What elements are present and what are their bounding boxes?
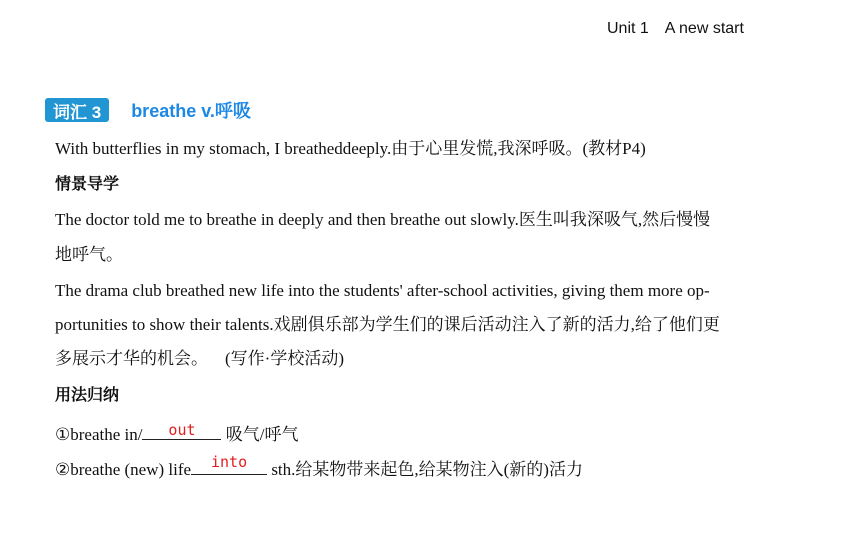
usage-item-1	[55, 421, 298, 446]
vocab-heading	[45, 97, 251, 123]
usage-item-2-answer: into	[211, 453, 248, 471]
usage-item-2-prefix: ②breathe (new) life	[55, 460, 192, 479]
usage-item-1-blank	[142, 421, 221, 440]
usage-heading: 用法归纳	[55, 387, 120, 404]
usage-item-1-suffix: 吸气/呼气	[221, 425, 299, 444]
unit-number: Unit 1	[607, 20, 649, 37]
usage-item-1-prefix: ①breathe in/	[55, 425, 143, 444]
doctor-sentence-line-2: 地呼气。	[55, 245, 123, 264]
unit-title: A new start	[664, 20, 744, 37]
drama-sentence-line-1: The drama club breathed new life into the students' after-school activities, giving them more op-	[55, 281, 710, 300]
usage-item-1-answer: out	[168, 421, 196, 439]
vocab-badge: 词汇 3	[45, 98, 109, 122]
drama-sentence-line-3: 多展示才华的机会。 (写作·学校活动)	[55, 349, 344, 368]
usage-item-2	[55, 453, 583, 481]
drama-sentence-line-2: portunities to show their talents.戏剧俱乐部为学生们的课后活动注入了新的活力,给了他们更	[55, 315, 720, 334]
scene-heading: 情景导学	[55, 176, 120, 193]
usage-item-2-blank	[191, 453, 267, 475]
example-sentence: With butterflies in my stomach, I breatheddeeply.由于心里发慌,我深呼吸。(教材P4)	[55, 139, 646, 158]
vocab-headword: breathe v.呼吸	[131, 101, 251, 121]
unit-header	[607, 20, 744, 38]
usage-item-2-suffix: sth.给某物带来起色,给某物注入(新的)活力	[267, 460, 583, 479]
doctor-sentence-line-1: The doctor told me to breathe in deeply and then breathe out slowly.医生叫我深吸气,然后慢慢	[55, 210, 711, 229]
